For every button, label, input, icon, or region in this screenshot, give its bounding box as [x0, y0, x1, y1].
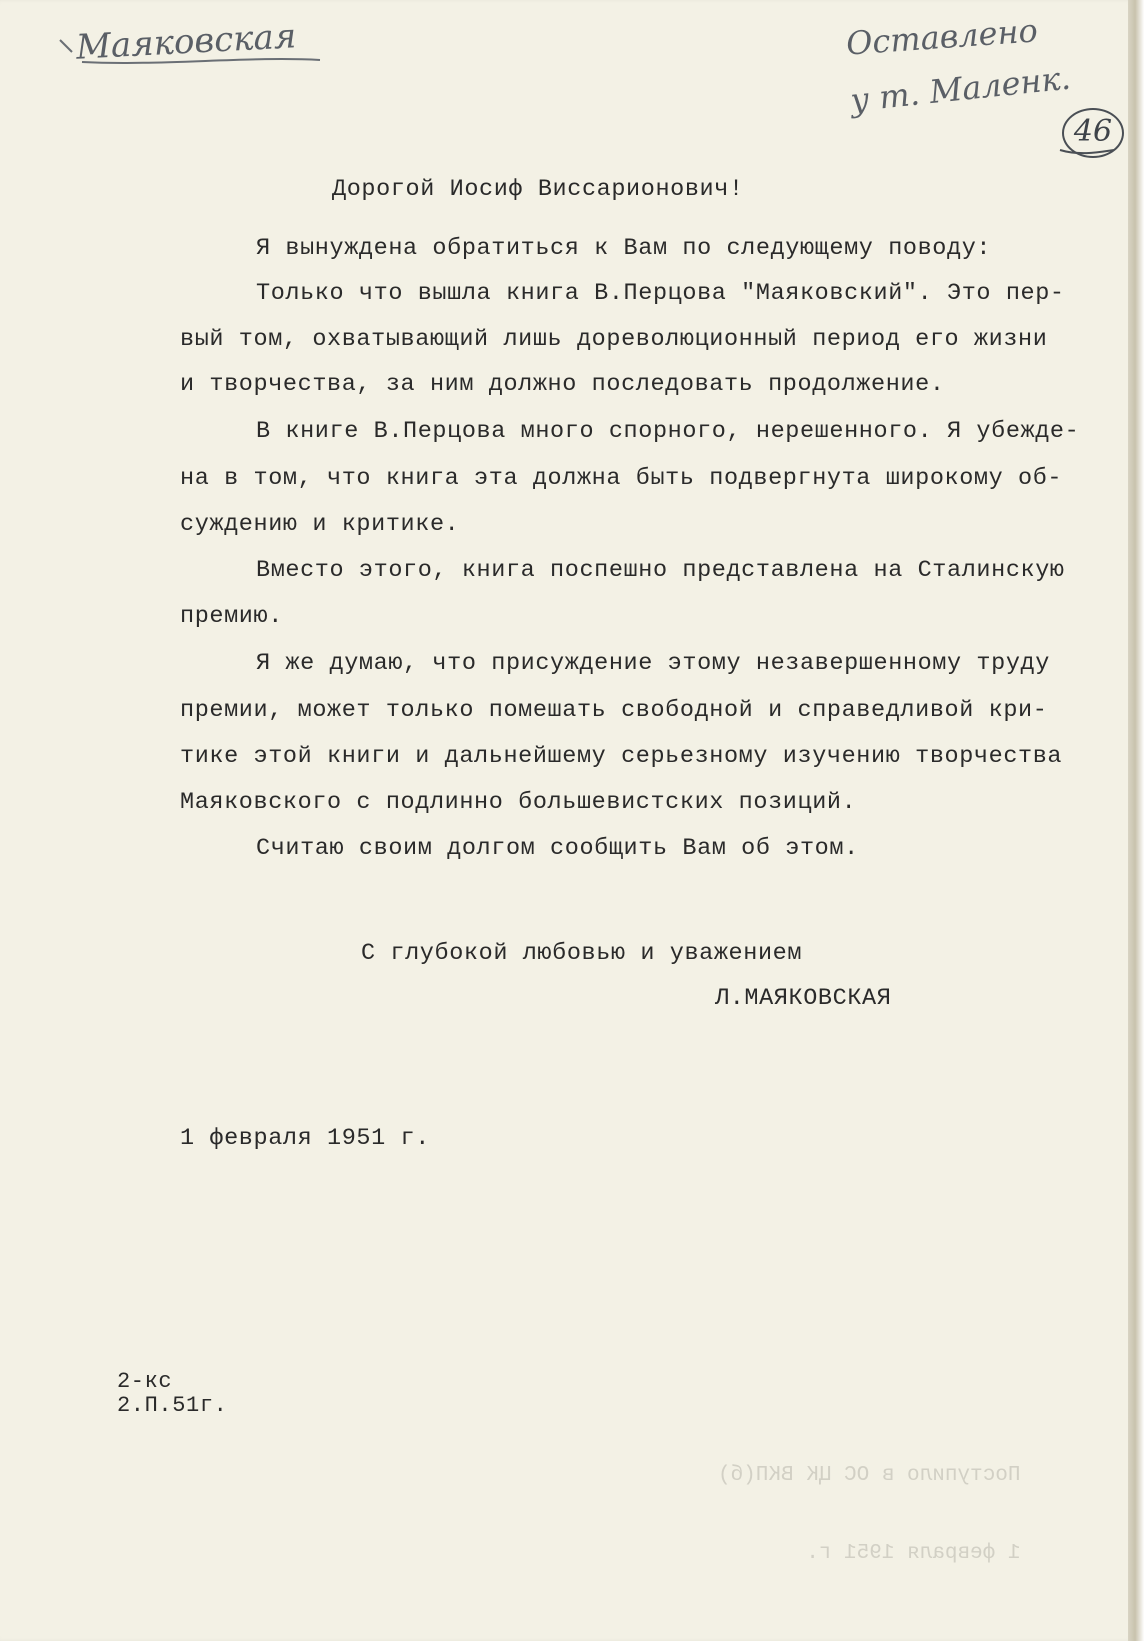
letter-date: 1 февраля 1951 г.: [180, 1125, 430, 1152]
letter-line: и творчества, за ним должно последовать продолжение.: [180, 371, 945, 398]
handwritten-name-note: Маяковская: [75, 16, 298, 68]
folio-number: 46: [1062, 108, 1124, 158]
letter-line: В книге В.Перцова много спорного, нерешенного. Я убежде-: [256, 418, 1080, 445]
letter-line: Считаю своим долгом сообщить Вам об этом.: [256, 835, 859, 862]
letter-line: вый том, охватывающий лишь дореволюционный период его жизни: [180, 326, 1048, 353]
letter-line: Я вынуждена обратиться к Вам по следующему поводу:: [256, 235, 992, 262]
letter-line: премии, может только помешать свободной и справедливой кри-: [180, 697, 1048, 724]
letter-line: Маяковского с подлинно большевистских позиций.: [180, 789, 857, 816]
letter-line: Вместо этого, книга поспешно представлена на Сталинскую: [256, 557, 1065, 584]
letter-line: тике этой книги и дальнейшему серьезному изучению творчества: [180, 743, 1063, 770]
salutation: Дорогой Иосиф Виссарионович!: [332, 176, 744, 203]
letter-line: премию.: [180, 603, 283, 630]
closing: С глубокой любовью и уважением: [361, 940, 803, 967]
letter-line: на в том, что книга эта должна быть подвергнута широкому об-: [180, 465, 1063, 492]
letter-line: Я же думаю, что присуждение этому незавершенному труду: [256, 650, 1050, 677]
reference-code-1: 2-кс: [117, 1369, 173, 1394]
stamp-line-1: Поступило в ОС ЦК ВКП(б): [718, 1464, 1021, 1487]
handwritten-resolution-line2: у т. Маленк.: [848, 58, 1073, 120]
handwritten-resolution-line1: Оставлено: [844, 11, 1039, 63]
letter-line: Только что вышла книга В.Перцова "Маяковский". Это пер-: [256, 280, 1065, 307]
letter-line: суждению и критике.: [180, 511, 460, 538]
bleed-through-stamp: [718, 1411, 1020, 1593]
reference-code-2: 2.П.51г.: [117, 1393, 228, 1418]
stamp-line-2: 1 февраля 1951 г.: [806, 1542, 1021, 1565]
signature: Л.МАЯКОВСКАЯ: [715, 985, 892, 1012]
